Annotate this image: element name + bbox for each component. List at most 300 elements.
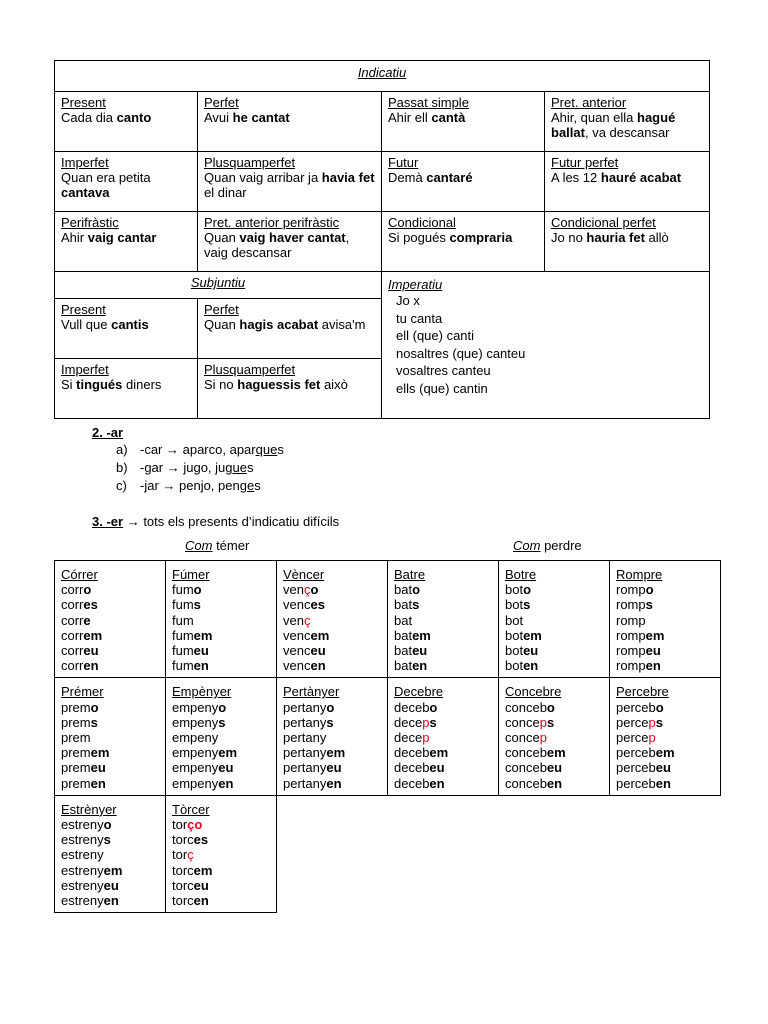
tense-example <box>551 170 681 185</box>
verb-form <box>394 760 492 775</box>
list-marker: b) <box>116 460 128 475</box>
indicatiu-header <box>55 61 710 92</box>
text-fragment: venc <box>283 658 311 674</box>
verb-cell <box>388 561 499 678</box>
text-fragment: perceb <box>616 699 656 715</box>
bold-fragment: o <box>90 699 99 715</box>
imperatiu-line: ells (que) cantin <box>396 380 488 396</box>
text-fragment: corr <box>61 612 84 628</box>
verb-form <box>616 582 714 597</box>
tense-cell <box>198 212 382 272</box>
section-2-heading: 2. -ar <box>92 425 124 440</box>
text-fragment: fum <box>172 658 194 674</box>
bold-fragment: o <box>83 582 92 598</box>
tense-label: Imperfet <box>61 155 109 170</box>
tense-label: Plusquamperfet <box>204 362 296 377</box>
text-fragment: pertany <box>283 714 327 730</box>
verb-form <box>616 643 714 658</box>
bold-fragment: en <box>310 658 326 674</box>
verb-infinitive: Córrer <box>61 567 98 582</box>
bold-fragment: o <box>310 582 319 598</box>
tense-example <box>204 230 349 260</box>
verb-infinitive: Decebre <box>394 684 444 700</box>
verb-form <box>172 893 270 908</box>
verb-cell <box>55 795 166 912</box>
text-fragment: empeny <box>172 699 219 715</box>
conjugation-table <box>54 60 710 419</box>
text-fragment: empeny <box>172 760 219 776</box>
verb-form <box>61 760 159 775</box>
bold-fragment: cantis <box>111 317 149 332</box>
text-fragment: conce <box>505 730 540 746</box>
imperatiu-title: Imperatiu <box>388 277 443 292</box>
bold-fragment: cantava <box>61 185 110 200</box>
verb-form <box>283 658 381 673</box>
verb-form <box>394 628 492 643</box>
verb-form <box>283 597 381 612</box>
bold-fragment: s <box>193 597 201 613</box>
text-fragment: Ahir, quan ella <box>551 110 638 125</box>
text-fragment: romp <box>616 597 646 613</box>
text-fragment: tor <box>172 817 188 833</box>
verb-form <box>61 776 159 791</box>
bold-fragment: vaig haver cantat <box>239 230 346 245</box>
bold-fragment: en <box>645 658 661 674</box>
verb-form <box>172 817 270 832</box>
text-fragment: avisa'm <box>318 317 366 332</box>
text-fragment: romp <box>616 612 646 628</box>
bold-fragment: s <box>103 832 111 848</box>
text-fragment: dece <box>394 730 423 746</box>
text-fragment: corr <box>61 658 84 674</box>
verb-cell <box>277 561 388 678</box>
bold-fragment: o <box>523 582 532 598</box>
bold-fragment: cantà <box>431 110 466 125</box>
text-fragment: ven <box>283 612 304 628</box>
indicatiu-row <box>55 212 710 272</box>
imperatiu-line: Jo x <box>396 293 420 308</box>
bold-fragment: em <box>326 745 346 761</box>
text-fragment: p <box>648 730 656 746</box>
list-item <box>116 459 284 477</box>
text-fragment: prem <box>61 760 91 776</box>
bold-fragment: en <box>193 658 209 674</box>
bold-fragment: ço <box>187 817 203 833</box>
verb-form <box>61 628 159 643</box>
text-fragment: conceb <box>505 699 547 715</box>
tense-label: Plusquamperfet <box>204 155 296 170</box>
verb-form <box>394 643 492 658</box>
bold-fragment: s <box>546 714 555 730</box>
text-fragment: p <box>648 714 656 730</box>
text-fragment: estreny <box>61 862 104 878</box>
indicatiu-row <box>55 152 710 212</box>
imperatiu-cell <box>382 272 710 419</box>
bold-fragment: s <box>218 714 226 730</box>
text-fragment: romp <box>616 643 646 659</box>
text-fragment: empeny <box>172 730 219 746</box>
verb-form <box>394 700 492 715</box>
bold-fragment: en <box>523 658 539 674</box>
bold-fragment: o <box>645 582 654 598</box>
text-fragment: Jo no <box>551 230 587 245</box>
caption-temer: Com témer <box>185 538 250 553</box>
bold-fragment: em <box>90 745 110 761</box>
empty-cell <box>277 795 388 912</box>
text-fragment: dece <box>394 714 423 730</box>
section-3-heading <box>92 514 339 529</box>
text-fragment: Ahir <box>61 230 88 245</box>
verb-cell <box>499 561 610 678</box>
bold-fragment: eu <box>655 760 671 776</box>
bold-fragment: o <box>218 699 227 715</box>
verb-form <box>505 700 603 715</box>
text-fragment: pertany <box>283 760 327 776</box>
verb-cell <box>499 678 610 795</box>
verb-form <box>394 582 492 597</box>
verb-form <box>394 715 492 730</box>
verb-form <box>505 613 603 628</box>
tense-label: Pret. anterior perifràstic <box>204 215 340 230</box>
verb-form <box>172 832 270 847</box>
empty-cell <box>388 795 499 912</box>
text-fragment: estreny <box>61 847 104 863</box>
verb-form <box>283 730 381 745</box>
text-fragment: que <box>255 442 278 457</box>
text-fragment: fum <box>172 582 194 598</box>
bold-fragment: vaig cantar <box>87 230 157 245</box>
list-item <box>116 477 284 495</box>
bold-fragment: en <box>326 775 342 791</box>
text-fragment: tor <box>172 847 188 863</box>
text-fragment: torc <box>172 893 194 909</box>
verb-form <box>172 643 270 658</box>
tense-example <box>551 110 675 140</box>
tense-label: Imperfet <box>61 362 109 377</box>
text-fragment: bot <box>505 643 524 659</box>
text-fragment: venc <box>283 597 311 613</box>
imperatiu-line: vosaltres canteu <box>396 363 491 378</box>
bold-fragment: en <box>546 775 563 791</box>
verb-form <box>61 863 159 878</box>
text-fragment: bot <box>505 597 524 613</box>
verb-form <box>394 597 492 612</box>
tense-label: Condicional <box>388 215 456 230</box>
arrow-glyph: → <box>123 514 144 529</box>
verb-cell <box>610 561 721 678</box>
bold-fragment: eu <box>326 760 342 776</box>
verb-form <box>616 730 714 745</box>
text-fragment: -gar → jugo, ju <box>140 460 226 475</box>
bold-fragment: em <box>193 627 213 643</box>
verb-form <box>505 643 603 658</box>
text-fragment: pertany <box>283 745 327 761</box>
verb-cell <box>166 561 277 678</box>
tense-example <box>551 230 669 245</box>
verb-form <box>61 597 159 612</box>
bold-fragment: s <box>326 714 334 730</box>
text-fragment: torc <box>172 862 194 878</box>
verb-infinitive: Fúmer <box>172 567 210 582</box>
text-fragment: bat <box>394 643 413 659</box>
bold-fragment: o <box>546 699 555 715</box>
verb-form <box>61 613 159 628</box>
subjuntiu-cell <box>198 359 382 419</box>
verb-form <box>172 613 270 628</box>
bold-fragment: canto <box>116 110 152 125</box>
text-fragment: bot <box>505 612 524 628</box>
text-fragment: Avui <box>204 110 233 125</box>
bold-fragment: eu <box>310 643 326 659</box>
tense-cell <box>198 92 382 152</box>
verb-form <box>172 863 270 878</box>
verb-form <box>172 715 270 730</box>
tense-cell <box>545 212 710 272</box>
tense-label: Pret. anterior <box>551 95 627 110</box>
section-2-list <box>116 441 284 495</box>
text-fragment: venc <box>283 643 311 659</box>
tense-example <box>204 110 290 125</box>
bold-fragment: eu <box>645 643 661 659</box>
bold-fragment: hagué ballat <box>551 110 676 140</box>
subjuntiu-title: Subjuntiu <box>190 275 246 290</box>
subjuntiu-cell <box>198 299 382 359</box>
verb-form <box>283 582 381 597</box>
verb-form <box>172 745 270 760</box>
bold-fragment: en <box>429 775 445 791</box>
text-fragment: fum <box>172 643 194 659</box>
tense-label: Futur perfet <box>551 155 619 170</box>
text-fragment: corr <box>61 643 84 659</box>
text-fragment: Quan vaig arribar ja <box>204 170 322 185</box>
tense-example <box>204 170 375 200</box>
verb-form <box>394 730 492 745</box>
indicatiu-body <box>55 92 710 272</box>
text-fragment: s <box>254 478 261 493</box>
verb-form <box>172 658 270 673</box>
verb-cell <box>277 678 388 795</box>
text-fragment: pertany <box>283 699 327 715</box>
text-fragment: corr <box>61 597 84 613</box>
text-fragment: empeny <box>172 775 219 791</box>
verb-form <box>61 730 159 745</box>
verb-form <box>61 893 159 908</box>
bold-fragment: e <box>83 612 91 628</box>
bold-fragment: s <box>90 714 98 730</box>
tense-example <box>61 110 151 125</box>
bold-fragment: s <box>429 714 437 730</box>
text-fragment: -jar → penjo, pen <box>140 478 240 493</box>
verb-form <box>616 745 714 760</box>
bold-fragment: en <box>193 893 209 909</box>
text-fragment: pertany <box>283 775 327 791</box>
bold-fragment: haguessis fet <box>237 377 321 392</box>
verb-form <box>616 760 714 775</box>
bold-fragment: eu <box>193 643 209 659</box>
bold-fragment: hauria fet <box>586 230 645 245</box>
verb-form <box>505 715 603 730</box>
text-fragment: Si no <box>204 377 238 392</box>
verb-infinitive: Rompre <box>616 567 663 582</box>
verb-form <box>283 643 381 658</box>
tense-cell <box>545 92 710 152</box>
text-fragment: ven <box>283 582 304 598</box>
bold-fragment: hagis acabat <box>239 317 319 332</box>
verb-form <box>283 628 381 643</box>
text-fragment: perce <box>616 714 649 730</box>
verb-form <box>61 847 159 862</box>
text-fragment: romp <box>616 582 646 598</box>
text-fragment: corr <box>61 582 84 598</box>
text-fragment: p <box>422 730 430 746</box>
text-fragment: ç <box>303 582 311 598</box>
text-fragment: ç <box>303 612 311 628</box>
tense-label: Passat simple <box>388 95 469 110</box>
bold-fragment: o <box>326 699 335 715</box>
bold-fragment: en <box>218 775 234 791</box>
verb-infinitive: Pertànyer <box>283 684 340 700</box>
text-fragment: conceb <box>505 745 547 761</box>
bold-fragment: es <box>310 597 325 613</box>
bold-fragment: s <box>523 597 531 613</box>
verb-form <box>61 832 159 847</box>
bold-fragment: en <box>83 658 99 674</box>
text-fragment: deceb <box>394 760 430 776</box>
subjuntiu-cell <box>55 299 198 359</box>
imperatiu-line: tu canta <box>396 310 443 326</box>
verb-form <box>394 745 492 760</box>
verb-form <box>283 613 381 628</box>
verb-form <box>283 760 381 775</box>
text-fragment: Ahir ell <box>388 110 432 125</box>
imperatiu-line: nosaltres (que) canteu <box>396 345 526 361</box>
text-fragment: bat <box>394 658 413 674</box>
verb-form <box>394 776 492 791</box>
indicatiu-title: Indicatiu <box>357 65 407 80</box>
text-fragment: torc <box>172 832 194 848</box>
bold-fragment: en <box>103 893 119 909</box>
tense-label: Present <box>61 95 106 110</box>
verb-row <box>55 561 721 678</box>
bold-fragment: o <box>103 817 112 833</box>
bold-fragment: hauré acabat <box>600 170 682 185</box>
text-fragment: empeny <box>172 714 219 730</box>
verb-form <box>283 700 381 715</box>
bold-fragment: en <box>90 775 106 791</box>
verb-infinitive: Empènyer <box>172 684 232 700</box>
verb-form <box>172 878 270 893</box>
tense-cell <box>382 92 545 152</box>
text-fragment: torc <box>172 877 194 893</box>
verb-form <box>283 715 381 730</box>
subjuntiu-header <box>55 272 382 299</box>
text-fragment: empeny <box>172 745 219 761</box>
text-fragment: Vull que <box>61 317 112 332</box>
bold-fragment: o <box>412 582 421 598</box>
bold-fragment: em <box>655 745 675 761</box>
tense-cell <box>545 152 710 212</box>
verb-form <box>172 700 270 715</box>
text-fragment: Quan <box>204 230 240 245</box>
text-fragment: p <box>539 730 547 746</box>
verb-infinitive: Prémer <box>61 684 104 700</box>
text-fragment: s <box>277 442 284 457</box>
text-fragment: bat <box>394 582 413 598</box>
tense-label: Perifràstic <box>61 215 119 230</box>
text-fragment: prem <box>61 775 91 791</box>
bold-fragment: eu <box>193 877 209 893</box>
bold-fragment: eu <box>412 643 428 659</box>
tense-example <box>61 170 151 200</box>
tense-example <box>61 377 161 392</box>
tense-cell <box>198 152 382 212</box>
subjuntiu-cell <box>55 359 198 419</box>
text-fragment: Si <box>61 377 77 392</box>
bold-fragment: eu <box>218 760 234 776</box>
text-fragment: allò <box>644 230 669 245</box>
text-fragment: romp <box>616 658 646 674</box>
bold-fragment: en <box>655 775 671 791</box>
text-fragment: Quan era petita <box>61 170 151 185</box>
bold-fragment: em <box>523 627 542 643</box>
verb-infinitive: Botre <box>505 567 537 582</box>
tense-example <box>388 170 473 185</box>
text-fragment: estreny <box>61 817 104 833</box>
bold-fragment: o <box>429 699 438 715</box>
bold-fragment: em <box>429 745 449 761</box>
verb-infinitive: Concebre <box>505 684 562 700</box>
text-fragment: fum <box>172 627 194 643</box>
bold-fragment: em <box>83 627 103 643</box>
text-fragment: gue <box>225 460 247 475</box>
bold-fragment: o <box>193 582 202 598</box>
imperatiu-lines <box>388 292 703 397</box>
verb-form <box>61 643 159 658</box>
imperatiu-line: ell (que) canti <box>396 328 475 343</box>
list-marker: a) <box>116 442 128 457</box>
bold-fragment: en <box>412 658 428 674</box>
verb-form <box>172 730 270 745</box>
bold-fragment: em <box>412 627 431 643</box>
verb-infinitive: Batre <box>394 567 426 582</box>
list-item <box>116 441 284 459</box>
verb-form <box>394 613 492 628</box>
tense-label: Perfet <box>204 95 239 110</box>
text-fragment: estreny <box>61 893 104 909</box>
text-fragment: bat <box>394 627 413 643</box>
verb-cell <box>610 678 721 795</box>
verb-form <box>61 817 159 832</box>
verb-form <box>616 597 714 612</box>
indicatiu-row <box>55 92 710 152</box>
verb-form <box>283 776 381 791</box>
bold-fragment: em <box>218 745 238 761</box>
text-fragment: venc <box>283 627 311 643</box>
verb-form <box>505 582 603 597</box>
tense-example <box>204 377 348 392</box>
verb-row <box>55 795 721 912</box>
text-fragment: bot <box>505 582 524 598</box>
text-fragment: Si pogués <box>388 230 450 245</box>
verb-form <box>616 715 714 730</box>
text-fragment: conceb <box>505 775 547 791</box>
empty-cell <box>610 795 721 912</box>
text-fragment: bat <box>394 612 413 628</box>
bold-fragment: tingués <box>76 377 123 392</box>
tense-cell <box>382 152 545 212</box>
bold-fragment: s <box>655 714 663 730</box>
bold-fragment: em <box>310 627 330 643</box>
